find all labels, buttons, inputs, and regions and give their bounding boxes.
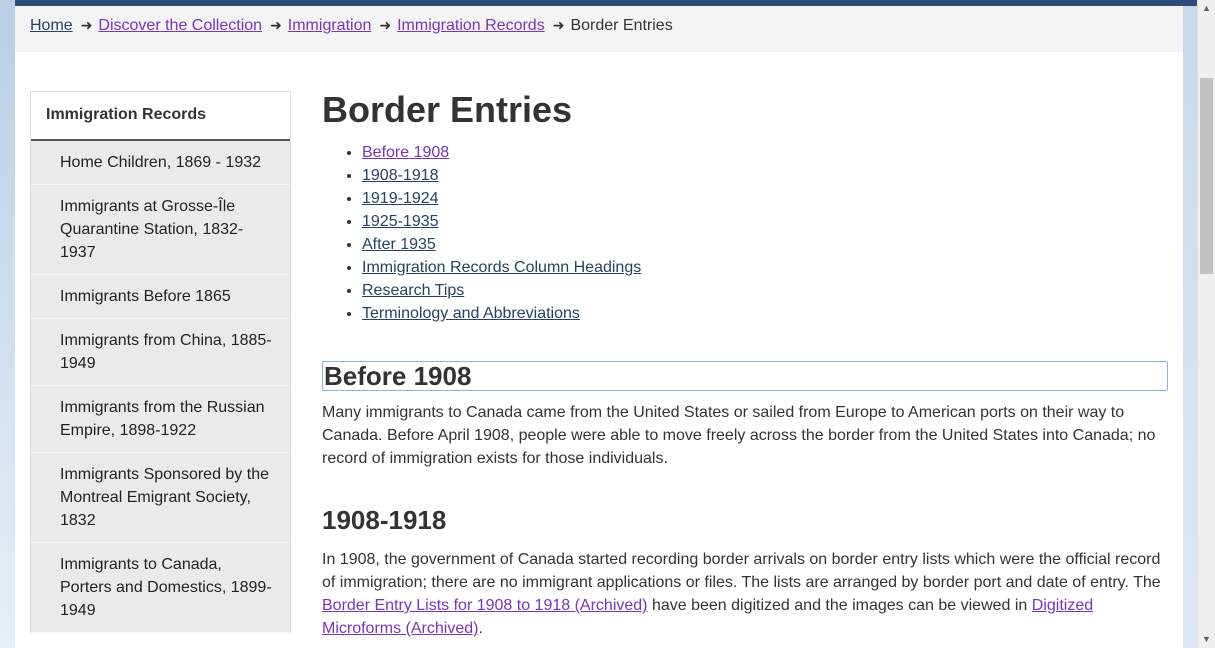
breadcrumb xyxy=(15,6,1183,52)
breadcrumb-discover-link[interactable]: Discover the Collection xyxy=(98,17,263,34)
section-menu-heading[interactable]: Immigration Records xyxy=(31,92,290,141)
sidenav-item-porters-domestics[interactable]: Immigrants to Canada, Porters and Domestics, 1899-1949 xyxy=(31,543,290,633)
toc-item xyxy=(362,279,641,302)
breadcrumb-immigration-link[interactable]: Immigration xyxy=(287,17,372,34)
scroll-up-icon[interactable]: ▲ xyxy=(1202,3,1211,13)
section-text-before-1908: Many immigrants to Canada came from the United States or sailed from Europe to American ports on their way to Canada. Before April 1908, people were able to move freely across the border from the United States into Canada; no record of immigration exists for those individuals. xyxy=(322,404,1156,467)
section-heading-focus-box xyxy=(322,361,1168,391)
section-text-1908-1918 xyxy=(322,548,1168,640)
sidenav-item-russian-empire[interactable]: Immigrants from the Russian Empire, 1898-1922 xyxy=(31,386,290,453)
toc-link-1908-1918[interactable]: 1908-1918 xyxy=(362,167,439,184)
window-left-gutter xyxy=(0,0,15,648)
sidenav-item-home-children[interactable]: Home Children, 1869 - 1932 xyxy=(31,141,290,185)
toc-link-research-tips[interactable]: Research Tips xyxy=(362,282,465,299)
digitized-microforms-link[interactable]: Digitized Microforms (Archived) xyxy=(322,597,1094,637)
breadcrumb-immigration-records-link[interactable]: Immigration Records xyxy=(397,17,545,34)
section-heading-before-1908: Before 1908 xyxy=(324,361,472,391)
sidenav-item-grosse-ile[interactable]: Immigrants at Grosse-Île Quarantine Station, 1832-1937 xyxy=(31,185,290,275)
section-text-part: . xyxy=(478,620,483,637)
toc-link-column-headings[interactable]: Immigration Records Column Headings xyxy=(362,259,642,276)
vertical-scrollbar[interactable] xyxy=(1197,0,1215,648)
sidenav-item-before-1865[interactable]: Immigrants Before 1865 xyxy=(31,275,290,319)
toc-link-before-1908[interactable]: Before 1908 xyxy=(362,144,450,161)
toc-item xyxy=(362,233,641,256)
toc-link-terminology[interactable]: Terminology and Abbreviations xyxy=(362,305,580,322)
table-of-contents xyxy=(322,141,641,325)
breadcrumb-home-link[interactable]: Home xyxy=(30,17,73,34)
breadcrumb-current: Border Entries xyxy=(570,17,673,34)
toc-item xyxy=(362,141,641,164)
toc-item xyxy=(362,256,641,279)
arrow-right-icon: ➜ xyxy=(270,17,282,33)
section-heading-1908-1918: 1908-1918 xyxy=(322,505,447,535)
toc-link-1919-1924[interactable]: 1919-1924 xyxy=(362,190,439,207)
page xyxy=(15,6,1183,648)
section-menu xyxy=(30,91,291,633)
toc-link-1925-1935[interactable]: 1925-1935 xyxy=(362,213,439,230)
scroll-down-icon[interactable]: ▼ xyxy=(1202,634,1211,644)
page-title: Border Entries xyxy=(322,89,573,130)
toc-item xyxy=(362,210,641,233)
scrollbar-thumb[interactable] xyxy=(1200,78,1213,274)
section-text-part: In 1908, the government of Canada started recording border arrivals on border entry lists which were the official record of immigration; there are no immigrant applications or files. The lists are arranged by border port and date of entry. The xyxy=(322,551,1161,591)
arrow-right-icon: ➜ xyxy=(379,17,392,33)
sidenav-item-china[interactable]: Immigrants from China, 1885-1949 xyxy=(31,319,290,386)
sidenav-item-montreal-society[interactable]: Immigrants Sponsored by the Montreal Emigrant Society, 1832 xyxy=(31,453,290,543)
arrow-right-icon: ➜ xyxy=(80,17,93,33)
toc-item xyxy=(362,302,641,325)
border-entry-lists-link[interactable]: Border Entry Lists for 1908 to 1918 (Archived) xyxy=(322,597,648,614)
section-text-part: have been digitized and the images can be viewed in xyxy=(647,597,1032,614)
arrow-right-icon: ➜ xyxy=(552,17,565,33)
toc-item xyxy=(362,187,641,210)
toc-link-after-1935[interactable]: After 1935 xyxy=(362,236,436,253)
toc-item xyxy=(362,164,641,187)
